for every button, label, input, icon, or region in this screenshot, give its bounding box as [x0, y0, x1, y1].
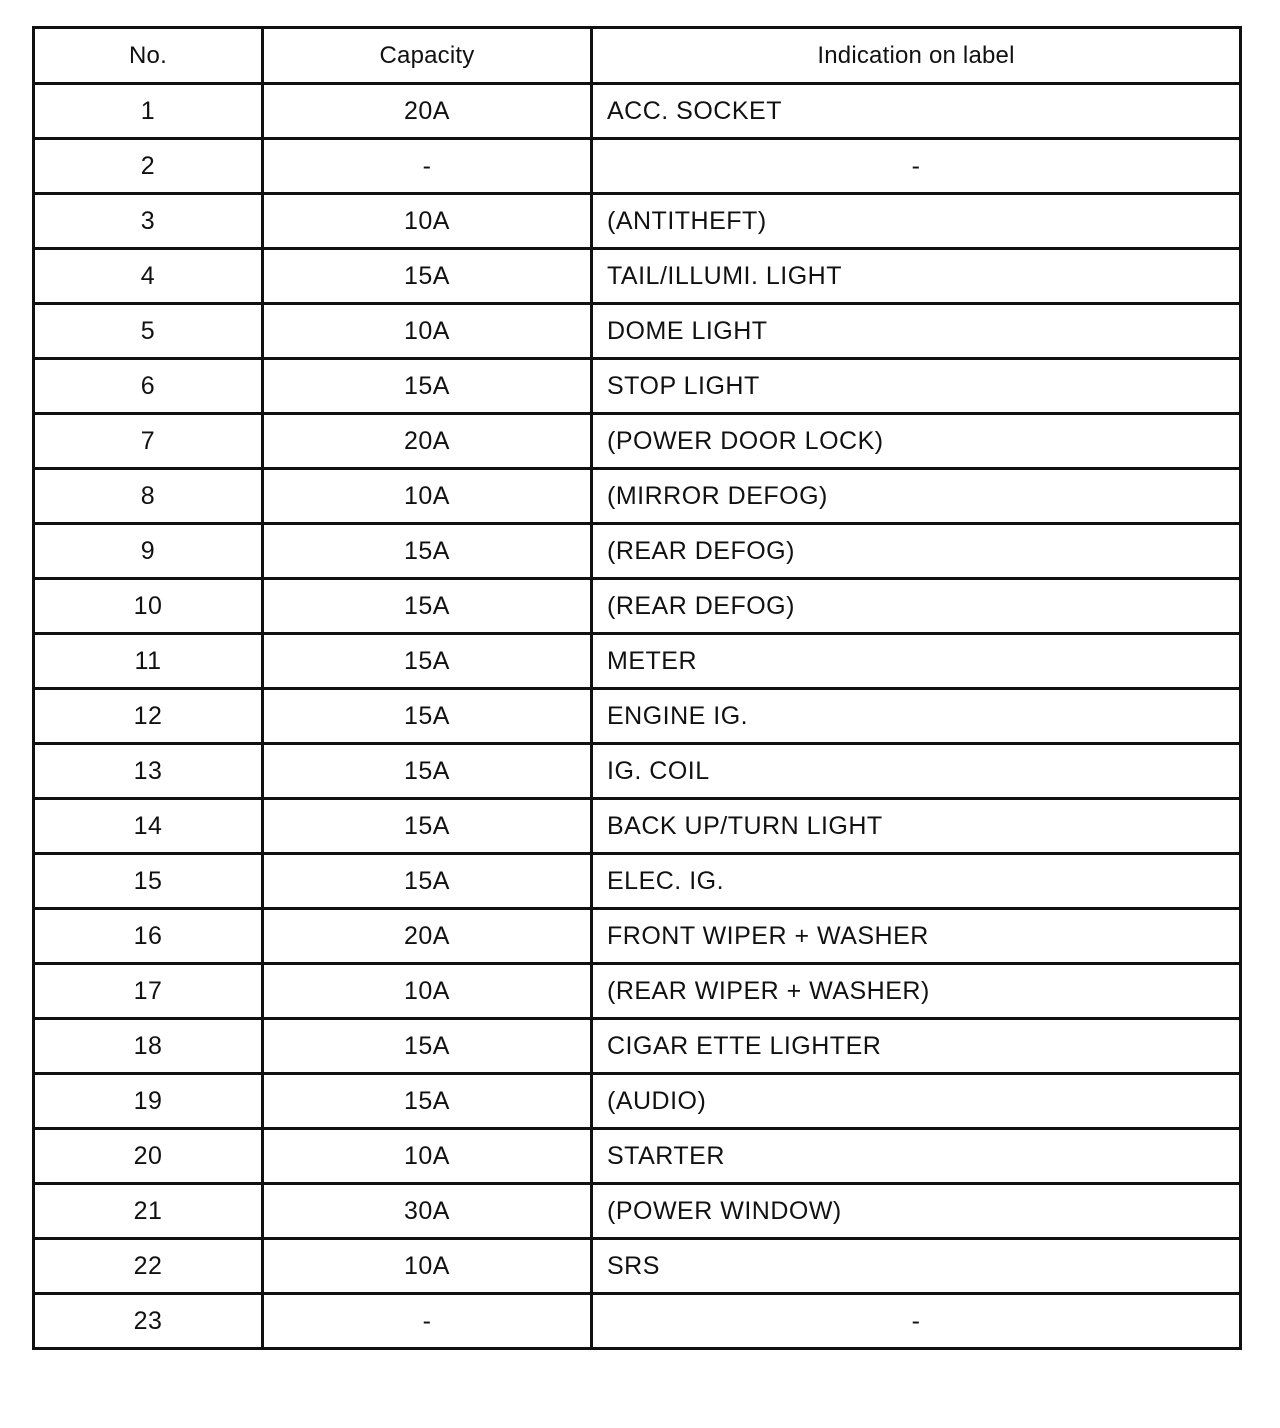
table-row	[34, 414, 1241, 469]
fuse-label-cell: BACK UP/TURN LIGHT	[592, 799, 1241, 854]
fuse-label-cell: ELEC. IG.	[592, 854, 1241, 909]
fuse-number-cell: 1	[34, 84, 263, 139]
fuse-capacity-cell: -	[263, 139, 592, 194]
fuse-label-cell: (REAR WIPER + WASHER)	[592, 964, 1241, 1019]
fuse-label-cell: METER	[592, 634, 1241, 689]
table-row	[34, 1019, 1241, 1074]
fuse-number-cell: 8	[34, 469, 263, 524]
table-row	[34, 909, 1241, 964]
fuse-capacity-cell: 15A	[263, 634, 592, 689]
fuse-capacity-cell: 20A	[263, 909, 592, 964]
fuse-capacity-cell: 10A	[263, 1239, 592, 1294]
fuse-capacity-cell: 15A	[263, 249, 592, 304]
fuse-label-cell: STOP LIGHT	[592, 359, 1241, 414]
fuse-label-cell: ENGINE IG.	[592, 689, 1241, 744]
table-row	[34, 964, 1241, 1019]
fuse-number-cell: 2	[34, 139, 263, 194]
fuse-number-cell: 18	[34, 1019, 263, 1074]
fuse-label-cell: SRS	[592, 1239, 1241, 1294]
fuse-capacity-cell: 15A	[263, 799, 592, 854]
fuse-number-cell: 6	[34, 359, 263, 414]
table-row	[34, 194, 1241, 249]
fuse-label-cell: STARTER	[592, 1129, 1241, 1184]
fuse-number-cell: 19	[34, 1074, 263, 1129]
fuse-label-cell: (REAR DEFOG)	[592, 524, 1241, 579]
fuse-capacity-cell: 10A	[263, 304, 592, 359]
fuse-label-cell: TAIL/ILLUMI. LIGHT	[592, 249, 1241, 304]
table-row	[34, 634, 1241, 689]
fuse-label-cell: (MIRROR DEFOG)	[592, 469, 1241, 524]
fuse-capacity-cell: 15A	[263, 744, 592, 799]
fuse-capacity-cell: 10A	[263, 469, 592, 524]
fuse-capacity-cell: 10A	[263, 194, 592, 249]
fuse-capacity-cell: 10A	[263, 1129, 592, 1184]
fuse-capacity-cell: -	[263, 1294, 592, 1349]
fuse-number-cell: 23	[34, 1294, 263, 1349]
fuse-label-cell: -	[592, 139, 1241, 194]
table-row	[34, 1129, 1241, 1184]
fuse-capacity-cell: 20A	[263, 84, 592, 139]
fuse-label-cell: (POWER WINDOW)	[592, 1184, 1241, 1239]
fuse-capacity-cell: 15A	[263, 689, 592, 744]
fuse-label-cell: DOME LIGHT	[592, 304, 1241, 359]
fuse-number-cell: 4	[34, 249, 263, 304]
table-row	[34, 1239, 1241, 1294]
table-row	[34, 249, 1241, 304]
fuse-capacity-cell: 10A	[263, 964, 592, 1019]
fuse-number-cell: 10	[34, 579, 263, 634]
fuse-number-cell: 17	[34, 964, 263, 1019]
table-row	[34, 744, 1241, 799]
fuse-capacity-cell: 15A	[263, 1074, 592, 1129]
fuse-number-cell: 11	[34, 634, 263, 689]
fuse-number-cell: 5	[34, 304, 263, 359]
fuse-number-cell: 15	[34, 854, 263, 909]
fuse-label-cell: CIGAR ETTE LIGHTER	[592, 1019, 1241, 1074]
fuse-number-cell: 21	[34, 1184, 263, 1239]
fuse-label-cell: -	[592, 1294, 1241, 1349]
table-row	[34, 524, 1241, 579]
fuse-label-cell: (ANTITHEFT)	[592, 194, 1241, 249]
header-capacity: Capacity	[263, 28, 592, 84]
fuse-label-cell: ACC. SOCKET	[592, 84, 1241, 139]
fuse-number-cell: 22	[34, 1239, 263, 1294]
table-row	[34, 1294, 1241, 1349]
fuse-label-cell: (REAR DEFOG)	[592, 579, 1241, 634]
fuse-capacity-cell: 20A	[263, 414, 592, 469]
fuse-number-cell: 7	[34, 414, 263, 469]
fuse-label-cell: (AUDIO)	[592, 1074, 1241, 1129]
fuse-number-cell: 3	[34, 194, 263, 249]
fuse-number-cell: 9	[34, 524, 263, 579]
table-row	[34, 689, 1241, 744]
fuse-capacity-cell: 15A	[263, 359, 592, 414]
table-row	[34, 304, 1241, 359]
fuse-capacity-cell: 15A	[263, 1019, 592, 1074]
table-row	[34, 139, 1241, 194]
header-indication-on-label: Indication on label	[592, 28, 1241, 84]
fuse-number-cell: 14	[34, 799, 263, 854]
table-header	[34, 28, 1241, 84]
table-row	[34, 799, 1241, 854]
table-row	[34, 854, 1241, 909]
fuse-number-cell: 12	[34, 689, 263, 744]
fuse-number-cell: 16	[34, 909, 263, 964]
table-row	[34, 84, 1241, 139]
fuse-capacity-cell: 15A	[263, 524, 592, 579]
fuse-label-cell: IG. COIL	[592, 744, 1241, 799]
fuse-table	[32, 26, 1242, 1350]
table-row	[34, 579, 1241, 634]
fuse-number-cell: 13	[34, 744, 263, 799]
table-row	[34, 1184, 1241, 1239]
fuse-label-cell: (POWER DOOR LOCK)	[592, 414, 1241, 469]
fuse-capacity-cell: 30A	[263, 1184, 592, 1239]
fuse-label-cell: FRONT WIPER + WASHER	[592, 909, 1241, 964]
fuse-capacity-cell: 15A	[263, 854, 592, 909]
header-no: No.	[34, 28, 263, 84]
fuse-number-cell: 20	[34, 1129, 263, 1184]
fuse-capacity-cell: 15A	[263, 579, 592, 634]
table-row	[34, 1074, 1241, 1129]
table-body	[34, 84, 1241, 1349]
header-row	[34, 28, 1241, 84]
table-row	[34, 359, 1241, 414]
table-row	[34, 469, 1241, 524]
